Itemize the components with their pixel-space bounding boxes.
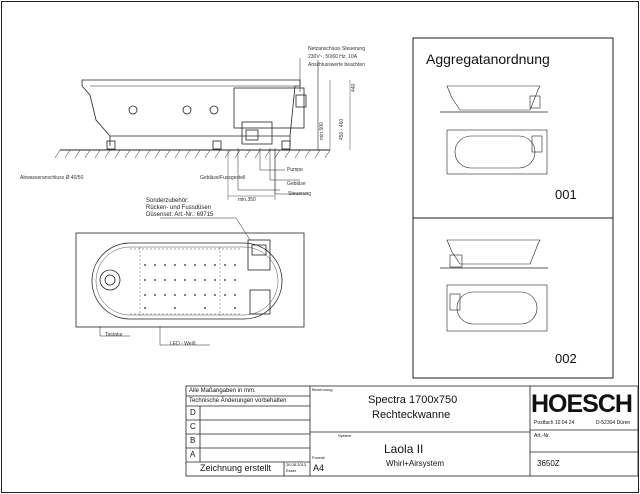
control-label: Steuerung [288, 191, 312, 197]
rev-letter-d: D [190, 408, 196, 417]
format-label: Format [312, 455, 325, 460]
format-value: A4 [313, 463, 325, 473]
note-dimensions: Alle Maßangaben in mm. [189, 388, 256, 394]
dim-top: 440 [351, 83, 357, 92]
drawing-author: Esser [286, 468, 297, 473]
rev-letter-a: A [190, 450, 196, 459]
variant-001-drawings [440, 86, 548, 174]
top-view [76, 218, 304, 345]
system-name: Laola II [384, 442, 424, 456]
drain-label: Abwasseranschluss Ø 40/50 [20, 175, 84, 181]
jet-dots [144, 264, 236, 309]
address-left: Postfach 10 04 24 [534, 420, 575, 426]
blower-label: Gebläse [287, 181, 306, 187]
rev-letter-b: B [190, 436, 196, 445]
product-line1: Spectra 1700x750 [368, 394, 458, 406]
drawing-date: 26.08.2013 [286, 462, 307, 467]
note-changes: Technische Änderungen vorbehalten [189, 398, 287, 404]
variant-002-drawings [440, 240, 548, 331]
foot-label: Gebläse/Fussgestell [200, 175, 246, 181]
drawn-label: Zeichnung erstellt [200, 463, 272, 473]
control-unit-label: Netzanschluss Steuerung [308, 46, 365, 52]
product-line2: Rechteckwanne [372, 409, 451, 421]
rev-letter-c: C [190, 422, 196, 431]
control-unit-spec: 230V~, 50/60 Hz, 10A [308, 54, 358, 60]
address-right: D-52304 Düren [596, 420, 631, 426]
variant-002-label: 002 [555, 351, 577, 366]
article-label: Art.-Nr. [534, 433, 550, 439]
system-type: Whirl+Airsystem [386, 459, 445, 468]
accessory-line3: Düsenset: Art.-Nr.: 69715 [146, 212, 214, 218]
dim-height-range: 450 - 460 [339, 118, 345, 140]
accessory-line2: Rücken- und Fussdüsen [146, 205, 212, 211]
article-number: 3650Z [537, 459, 560, 468]
control-unit-note: Anschlusswerte beachten [308, 62, 365, 68]
dim-height-min: min.500 [319, 122, 325, 140]
system-label: System [338, 433, 352, 438]
accessory-line1: Sonderzubehör: [146, 198, 189, 204]
dim-min-bottom: min.350 [238, 197, 256, 203]
panel-title: Aggregatanordnung [426, 51, 550, 67]
pump-label: Pumpe [287, 167, 303, 173]
variant-001-label: 001 [555, 187, 577, 202]
company-logo: HOESCH [531, 390, 632, 418]
designation-label: Benennung [312, 387, 333, 392]
led-label: LED - Weiß [170, 341, 196, 347]
panel-frame [413, 38, 613, 378]
button-label: Tastatur [105, 332, 123, 338]
